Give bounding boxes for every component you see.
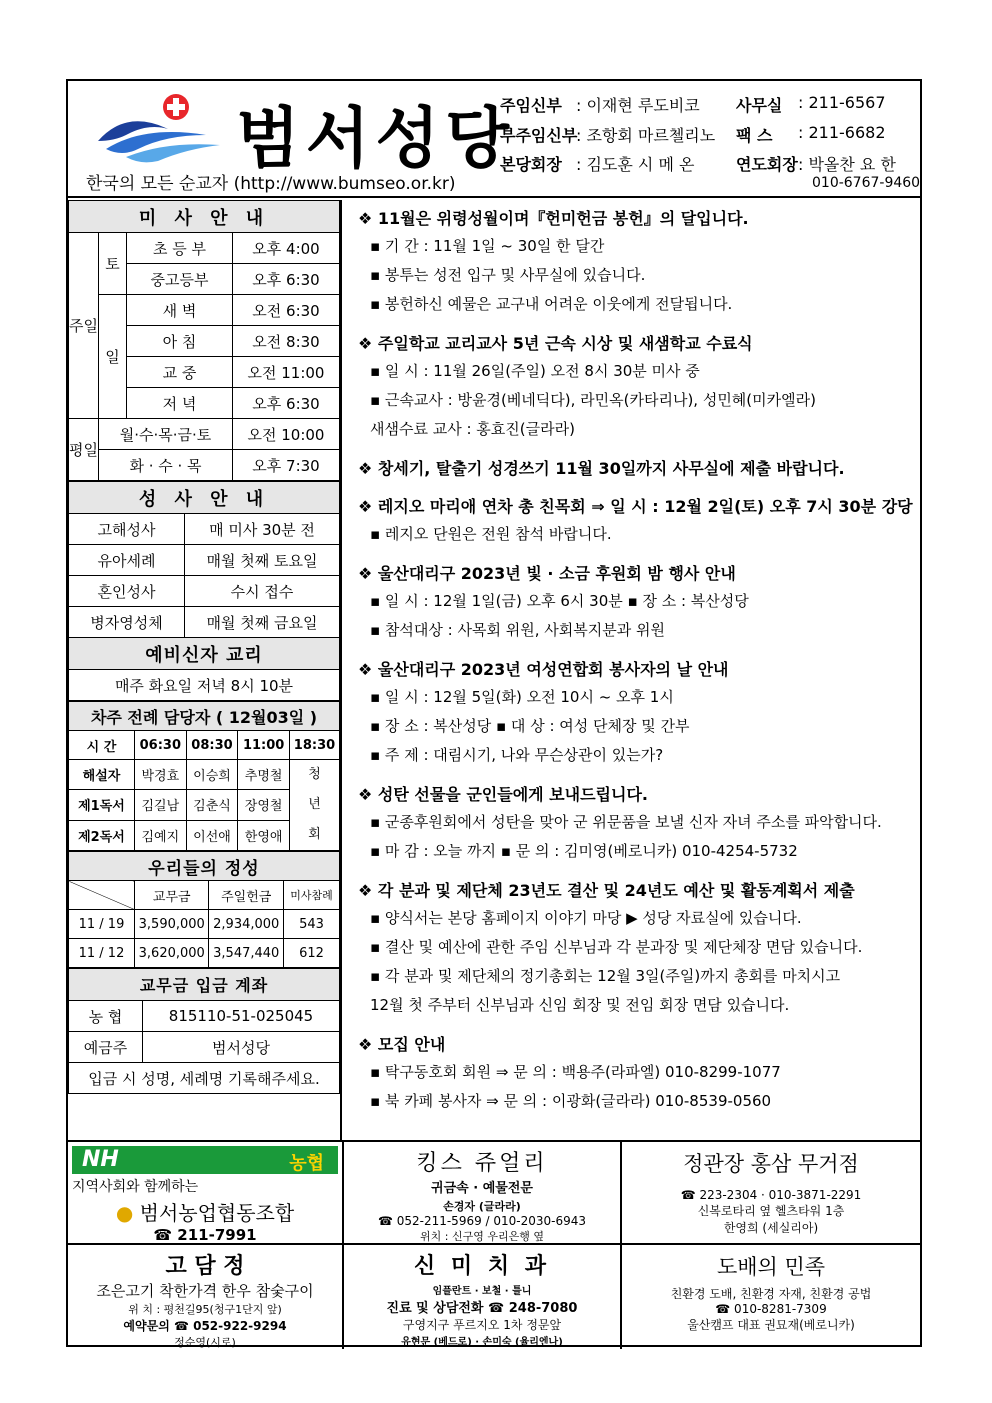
nh-emblem-icon: ● — [115, 1201, 134, 1225]
sacrament-time: 매 미사 30분 전 — [185, 514, 340, 545]
notice-line: ▪ 양식서는 본당 홈페이지 이야기 마당 ▶ 성당 자료실에 있습니다. — [370, 909, 802, 927]
fax-phone: : 211-6682 — [798, 123, 886, 142]
catechumen-text: 매주 화요일 저녁 8시 10분 — [69, 670, 340, 701]
notice-item — [358, 1032, 920, 1116]
kings-location: 위치 : 신구영 우리은행 옆 — [420, 1230, 544, 1243]
sacrament-name: 고해성사 — [69, 514, 185, 545]
notice-heading: ❖ 울산대리구 2023년 여성연합회 봉사자의 날 안내 — [358, 660, 729, 679]
liturgy-table — [68, 701, 340, 851]
dental-location: 구영지구 푸르지오 1차 정문앞 — [402, 1318, 562, 1332]
dental-services: 임플란트 · 보철 · 틀니 — [432, 1286, 532, 1297]
ad-sinmi-dental — [344, 1245, 622, 1349]
role-label: 제2독서 — [69, 820, 135, 850]
sacrament-name: 혼인성사 — [69, 576, 185, 607]
role-person: 박경효 — [135, 760, 187, 790]
sacrament-title: 성 사 안 내 — [69, 482, 340, 514]
dental-phone: 진료 및 상담전화 ☎ 248-7080 — [386, 1301, 578, 1316]
saturday-label: 토 — [99, 233, 127, 295]
mass-name: 아 침 — [127, 326, 233, 357]
bulletin-frame — [66, 79, 922, 1347]
nh-name: ● 범서농업협동조합 — [115, 1201, 295, 1225]
notice-line: ▪ 군종후원회에서 성탄을 맞아 군 위문품을 보낼 신자 자녀 주소를 파악합니다. — [370, 813, 882, 831]
notice-item — [358, 878, 920, 1020]
notice-line: ▪ 북 카페 봉사자 ⇒ 문 의 : 이광화(글라라) 010-8539-0560 — [370, 1092, 772, 1110]
liturgy-time: 18:30 — [289, 731, 339, 760]
liturgy-title: 차주 전례 담당자 ( 12월03일 ) — [69, 702, 340, 731]
time-label: 시 간 — [69, 731, 135, 760]
mass-name: 저 녁 — [127, 388, 233, 419]
sacrament-time: 매월 첫째 토요일 — [185, 545, 340, 576]
dobae-title: 도배의 민족 — [716, 1255, 826, 1279]
mass-time: 오후 7:30 — [233, 450, 340, 481]
notice-heading: ❖ 11월은 위령성월이며『헌미헌금 봉헌』의 달입니다. — [358, 209, 749, 228]
mass-time: 오후 4:00 — [233, 233, 340, 264]
sacrament-name: 유아세례 — [69, 545, 185, 576]
bank-label: 농 협 — [69, 1001, 143, 1032]
notice-column — [344, 200, 920, 1140]
weekday-label: 평일 — [69, 419, 99, 481]
notice-item — [358, 494, 920, 549]
role-person: 이선애 — [186, 820, 238, 850]
nh-brand: 농협 — [289, 1153, 324, 1174]
role-person: 추명철 — [238, 760, 290, 790]
notice-heading: ❖ 창세기, 탈출기 성경쓰기 11월 30일까지 사무실에 제출 바랍니다. — [358, 459, 845, 478]
account-note: 입금 시 성명, 세례명 기록해주세요. — [69, 1063, 340, 1094]
notice-item — [358, 456, 920, 482]
notice-line: ▪ 레지오 단원은 전원 참석 바랍니다. — [370, 525, 612, 543]
notice-line: ▪ 일 시 : 12월 1일(금) 오후 6시 30분 ▪ 장 소 : 복산성당 — [370, 592, 749, 610]
nh-logo: NH — [82, 1147, 119, 1172]
ad-godamjeong — [68, 1245, 344, 1349]
role-person: 김길남 — [135, 790, 187, 820]
ginseng-title: 정관장 홍삼 무거점 — [683, 1152, 859, 1176]
notice-line: 새샘수료 교사 : 홍효진(글라라) — [370, 420, 575, 438]
notice-item — [358, 561, 920, 645]
offering-title: 우리들의 정성 — [69, 852, 340, 881]
notice-line: ▪ 주 제 : 대림시기, 나와 무슨상관이 있는가? — [370, 746, 664, 764]
mass-table — [68, 200, 340, 481]
notice-line: ▪ 마 감 : 오늘 까지 ▪ 문 의 : 김미영(베로니카) 010-4254-5732 — [370, 842, 798, 860]
yeondo-name: : 박올찬 요 한 — [798, 155, 896, 174]
notice-line: ▪ 참석대상 : 사목회 위원, 사회복지분과 위원 — [370, 621, 665, 639]
office-phone: : 211-6567 — [798, 93, 886, 112]
fax-label: 팩 스 — [736, 126, 773, 145]
offering-col: 주일헌금 — [209, 881, 284, 910]
offering-col: 교무금 — [135, 881, 209, 910]
tagline: 한국의 모든 순교자 (http://www.bumseo.or.kr) — [86, 174, 456, 194]
office-label: 사무실 — [736, 96, 783, 115]
kings-owner: 손경자 (글라라) — [443, 1200, 521, 1213]
role-person: 장영철 — [238, 790, 290, 820]
youth-group: 청년회 — [289, 760, 339, 851]
mass-name: 새 벽 — [127, 295, 233, 326]
role-person: 한영애 — [238, 820, 290, 850]
assistant-name: : 조항회 마르첼리노 — [576, 126, 716, 145]
sunday-label: 주일 — [69, 233, 99, 419]
notice-line: ▪ 일 시 : 11월 26일(주일) 오전 8시 30분 미사 중 — [370, 362, 700, 380]
offering-value: 2,934,000 — [209, 910, 284, 939]
notice-item — [358, 782, 920, 866]
nh-slogan: 지역사회와 함께하는 — [72, 1179, 199, 1195]
nh-phone: ☎ 211-7991 — [153, 1226, 257, 1243]
ad-kings-jewelry — [344, 1142, 622, 1243]
offering-table — [68, 851, 340, 968]
account-title: 교무금 입금 계좌 — [69, 969, 340, 1001]
offering-value: 3,547,440 — [209, 939, 284, 968]
dental-owners: 유현문 (베드로) · 손미숙 (율리엔나) — [401, 1337, 563, 1348]
day-label: 일 — [99, 295, 127, 419]
yeondo-phone: 010-6767-9460 — [812, 175, 921, 191]
kings-phone: ☎ 052-211-5969 / 010-2030-6943 — [377, 1214, 587, 1228]
ad-dobae — [622, 1245, 920, 1349]
godam-location: 위 치 : 평천길95(청구1단지 앞) — [128, 1303, 282, 1316]
mass-time: 오전 11:00 — [233, 357, 340, 388]
bank-number: 815110-51-025045 — [143, 1001, 340, 1032]
parish-title: 범서성당 — [236, 100, 516, 177]
liturgy-time: 06:30 — [135, 731, 187, 760]
offering-value: 3,590,000 — [135, 910, 209, 939]
account-table — [68, 968, 340, 1094]
notice-heading: ❖ 울산대리구 2023년 빛 · 소금 후원회 밤 행사 안내 — [358, 564, 736, 583]
notice-line: ▪ 결산 및 예산에 관한 주임 신부님과 각 분과장 및 제단체장 면담 있습니다. — [370, 938, 863, 956]
sacrament-time: 매월 첫째 금요일 — [185, 607, 340, 638]
ad-nonghyup — [68, 1142, 344, 1243]
president-name: : 김도훈 시 메 온 — [576, 155, 695, 174]
offering-date: 11 / 12 — [69, 939, 135, 968]
godam-owner: 정순영(시로) — [174, 1336, 236, 1349]
header — [68, 81, 920, 198]
yeondo-label: 연도회장 — [736, 155, 798, 174]
role-person: 이승희 — [186, 760, 238, 790]
godam-title: 고 담 정 — [165, 1253, 245, 1279]
sacrament-table — [68, 481, 340, 701]
notice-line: ▪ 각 분과 및 제단체의 정기총회는 12월 3일(주일)까지 총회를 마치시고 — [370, 967, 841, 985]
notice-heading: ❖ 각 분과 및 제단체 23년도 결산 및 24년도 예산 및 활동계획서 제출 — [358, 881, 855, 900]
notice-line: ▪ 봉투는 성전 입구 및 사무실에 있습니다. — [370, 266, 646, 284]
role-person: 김예지 — [135, 820, 187, 850]
notice-item — [358, 206, 920, 319]
mass-name: 중고등부 — [127, 264, 233, 295]
offering-value: 612 — [283, 939, 339, 968]
holder-label: 예금주 — [69, 1032, 143, 1063]
dobae-owner: 울산캠프 대표 권묘재(베로니카) — [687, 1318, 855, 1332]
notice-line: ▪ 일 시 : 12월 5일(화) 오전 10시 ~ 오후 1시 — [370, 688, 674, 706]
notice-item — [358, 331, 920, 444]
mass-time: 오전 8:30 — [233, 326, 340, 357]
notice-line: ▪ 탁구동호회 회원 ⇒ 문 의 : 백용주(라파엘) 010-8299-1077 — [370, 1063, 781, 1081]
offering-date: 11 / 19 — [69, 910, 135, 939]
ads-section — [68, 1140, 920, 1347]
notice-heading: ❖ 주일학교 교리교사 5년 근속 시상 및 새샘학교 수료식 — [358, 334, 753, 353]
notice-item — [358, 657, 920, 770]
kings-subtitle: 귀금속 · 예물전문 — [431, 1181, 533, 1196]
nh-banner — [72, 1146, 338, 1174]
role-person: 김춘식 — [186, 790, 238, 820]
mass-time: 오후 6:30 — [233, 264, 340, 295]
president-label: 본당회장 — [500, 155, 562, 174]
offering-value: 3,620,000 — [135, 939, 209, 968]
godam-phone: 예약문의 ☎ 052-922-9294 — [123, 1319, 287, 1333]
pastor-label: 주임신부 — [500, 96, 562, 115]
parish-logo-icon — [96, 91, 226, 166]
sacrament-name: 병자영성체 — [69, 607, 185, 638]
notice-line: ▪ 장 소 : 복산성당 ▪ 대 상 : 여성 단체장 및 간부 — [370, 717, 690, 735]
liturgy-time: 08:30 — [186, 731, 238, 760]
godam-slogan: 조은고기 착한가격 한우 참숯구이 — [96, 1282, 314, 1300]
ad-ginseng — [622, 1142, 920, 1243]
mass-title: 미 사 안 내 — [69, 201, 340, 233]
dental-title: 신 미 치 과 — [414, 1254, 550, 1279]
notice-line: 12월 첫 주부터 신부님과 신임 회장 및 전임 회장 면담 있습니다. — [370, 996, 790, 1014]
notice-line: ▪ 봉헌하신 예물은 교구내 어려운 이웃에게 전달됩니다. — [370, 295, 733, 313]
mass-time: 오후 6:30 — [233, 388, 340, 419]
notice-line: ▪ 근속교사 : 방윤경(베네딕다), 라민옥(카타리나), 성민혜(미카엘라) — [370, 391, 816, 409]
sacrament-time: 수시 접수 — [185, 576, 340, 607]
left-column — [68, 200, 342, 1140]
kings-title: 킹스 쥬얼리 — [416, 1151, 548, 1176]
offering-value: 543 — [283, 910, 339, 939]
ginseng-location: 신복로타리 옆 헬츠타워 1층 — [697, 1204, 845, 1218]
ginseng-owner: 한영희 (세실리아) — [723, 1221, 819, 1235]
notice-heading: ❖ 성탄 선물을 군인들에게 보내드립니다. — [358, 785, 648, 804]
dobae-slogan: 친환경 도배, 친환경 자재, 친환경 공법 — [670, 1287, 872, 1301]
role-label: 제1독서 — [69, 790, 135, 820]
mass-name: 초 등 부 — [127, 233, 233, 264]
dobae-phone: ☎ 010-8281-7309 — [715, 1302, 827, 1316]
pastor-name: : 이재현 루도비코 — [576, 96, 700, 115]
mass-time: 오전 10:00 — [233, 419, 340, 450]
ginseng-phone: ☎ 223-2304 · 010-3871-2291 — [680, 1188, 862, 1202]
holder-name: 범서성당 — [143, 1032, 340, 1063]
notice-line: ▪ 기 간 : 11월 1일 ~ 30일 한 달간 — [370, 237, 605, 255]
liturgy-time: 11:00 — [238, 731, 290, 760]
mass-name: 월·수·목·금·토 — [99, 419, 233, 450]
offering-col: 미사참례 — [283, 881, 339, 910]
mass-name: 화 · 수 · 목 — [99, 450, 233, 481]
catechumen-title: 예비신자 교리 — [69, 638, 340, 670]
mass-name: 교 중 — [127, 357, 233, 388]
notice-heading: ❖ 레지오 마리애 연차 총 친목회 ⇒ 일 시 : 12월 2일(토) 오후 7시 30분 강당 — [358, 497, 913, 516]
mass-time: 오전 6:30 — [233, 295, 340, 326]
role-label: 해설자 — [69, 760, 135, 790]
diagonal-cell — [69, 881, 135, 910]
assistant-label: 부주임신부 — [500, 126, 578, 145]
notice-heading: ❖ 모집 안내 — [358, 1035, 446, 1054]
